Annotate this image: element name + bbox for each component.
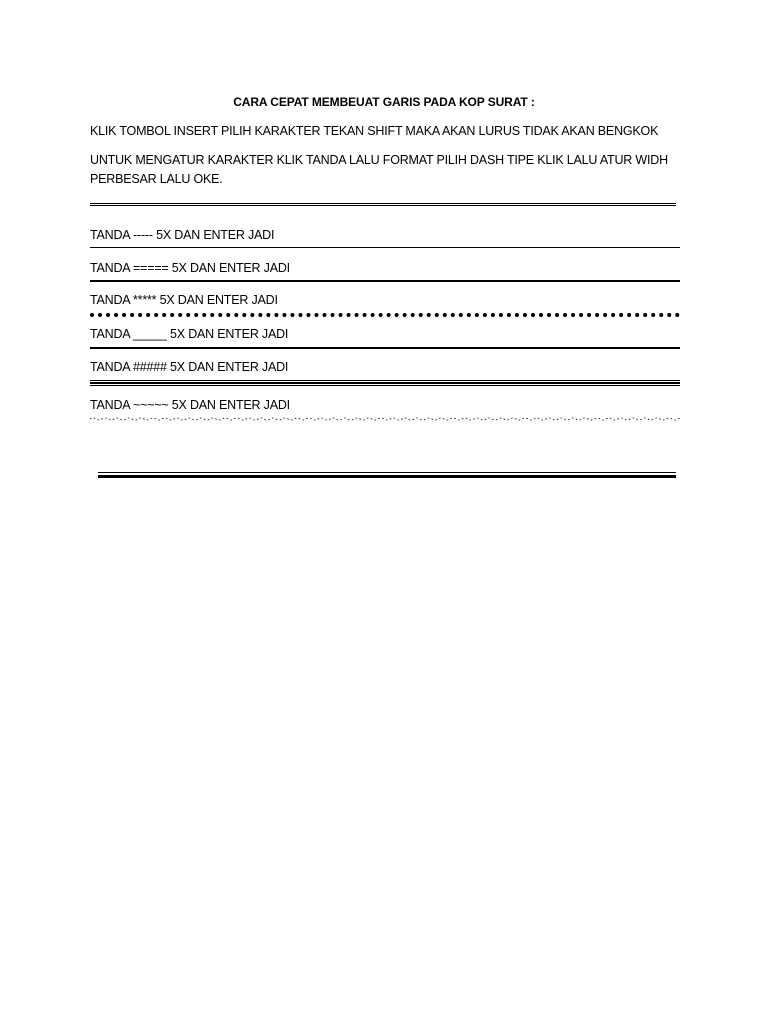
example-label-dotted: TANDA ***** 5X DAN ENTER JADI (90, 293, 278, 307)
thick-line-rule (90, 347, 680, 349)
document-title: CARA CEPAT MEMBEUAT GARIS PADA KOP SURAT : (233, 95, 535, 109)
example-label-wavy: TANDA ~~~~~ 5X DAN ENTER JADI (90, 398, 290, 412)
triple-line-rule (90, 380, 680, 386)
example-label-double: TANDA ===== 5X DAN ENTER JADI (90, 261, 290, 275)
instruction-paragraph-1: KLIK TOMBOL INSERT PILIH KARAKTER TEKAN SHIFT MAKA AKAN LURUS TIDAK AKAN BENGKOK (90, 124, 659, 138)
instruction-paragraph-2: UNTUK MENGATUR KARAKTER KLIK TANDA LALU FORMAT PILIH DASH TIPE KLIK LALU ATUR WIDH PERBESAR LALU OKE. (90, 153, 668, 186)
example-label-thick: TANDA _____ 5X DAN ENTER JADI (90, 327, 289, 341)
wavy-line-rule (90, 416, 680, 422)
top-separator-line (90, 203, 676, 206)
bottom-separator-line (98, 472, 676, 478)
double-line-rule (90, 280, 680, 282)
example-label-single: TANDA ----- 5X DAN ENTER JADI (90, 228, 275, 242)
dotted-line-rule (90, 313, 680, 317)
example-label-triple: TANDA ##### 5X DAN ENTER JADI (90, 360, 289, 374)
single-line-rule (90, 247, 680, 248)
